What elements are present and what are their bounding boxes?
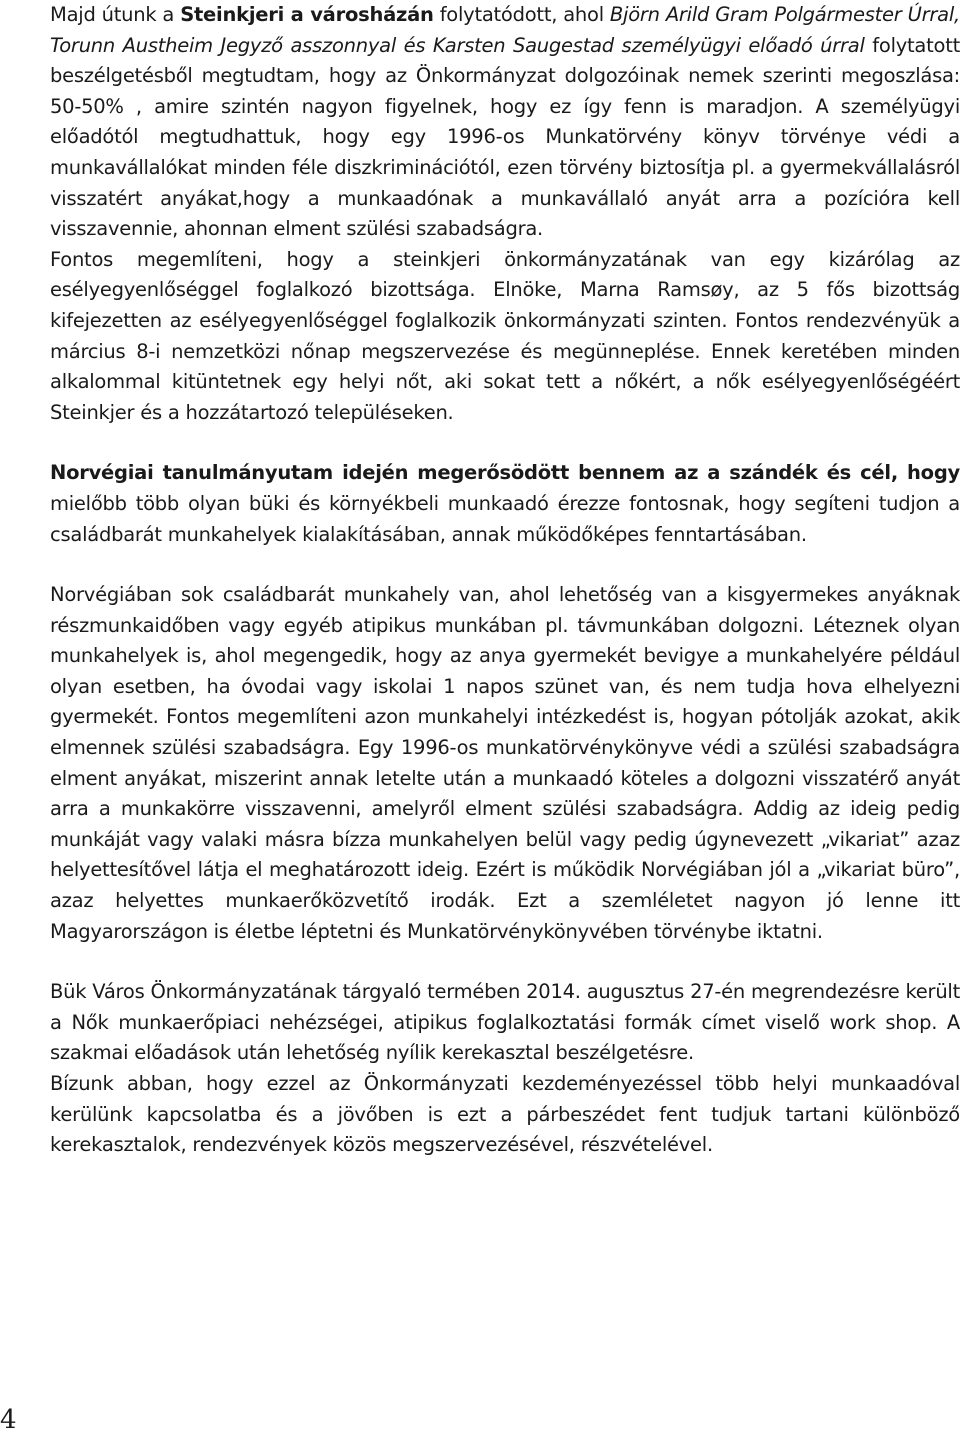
paragraph (50, 0, 960, 245)
text-run: folytatott beszélgetésből megtudtam, hogy az Önkormányzat dolgozóinak nemek szerinti megoszlása: 50-50% , amire szintén nagyon figyelnek, hogy ez így fenn is maradjon. A személyügyi előadótól megtudhattuk, hogy egy 1996-os Munkatörvény könyv törvénye védi a munkavállalókat minden féle diszkriminációtól, ezen törvény biztosítja pl. a gyermekvállalásról visszatért anyákat,hogy a munkaadónak a munkavállaló anyát arra a pozícióra kell visszavennie, ahonnan elment szülési szabadságra. (50, 33, 960, 241)
paragraph (50, 245, 960, 429)
text-run: Majd útunk a (50, 3, 181, 26)
text-run: Bük Város Önkormányzatának tárgyaló termében 2014. augusztus 27-én megrendezésre került a Nők munkaerőpiaci nehézségei, atipikus foglalkoztatási formák címet viselő work shop. A szakmai előadások után lehetőség nyílik kerekasztal beszélgetésre. (50, 980, 960, 1065)
text-run: mielőbb több olyan büki és környékbeli munkaadó érezze fontosnak, hogy segíteni tudjon a családbarát munkahelyek kialakításában, annak működőképes fenntartásában. (50, 491, 960, 546)
bold-text: Steinkjeri a városházán (180, 3, 434, 26)
paragraph (50, 458, 960, 550)
page-number: 4 (0, 1405, 17, 1435)
paragraph (50, 580, 960, 947)
paragraph (50, 977, 960, 1069)
bold-text: Norvégiai tanulmányutam idején megerősödött bennem az a szándék és cél, hogy (50, 461, 960, 485)
paragraph (50, 1069, 960, 1161)
italic-text: Björn Arild Gram Polgármester Úrral, Torunn Austheim Jegyző asszonnyal és Karsten Saugestad személyügyi előadó úrral (50, 3, 960, 57)
text-run: folytatódott, ahol (433, 3, 610, 26)
text-run: Fontos megemlíteni, hogy a steinkjeri önkormányzatának van egy kizárólag az esélyegyenlőséggel foglalkozó bizottsága. Elnöke, Marna Ramsøy, az 5 fős bizottság kifejezetten az esélyegyenlőséggel foglalkozik önkormányzati szinten. Fontos rendezvényük a március 8-i nemzetközi nőnap megszervezése és megünneplése. Ennek keretében minden alkalommal kitüntetnek egy helyi nőt, aki sokat tett a nőkért, a nők esélyegyenlőségéért Steinkjer és a hozzátartozó településeken. (50, 247, 960, 424)
text-run: Norvégiában sok családbarát munkahely van, ahol lehetőség van a kisgyermekes anyáknak részmunkaidőben vagy egyéb atipikus munkában pl. távmunkában dolgozni. Léteznek olyan munkahelyek is, ahol megengedik, hogy az anya gyermekét bevigye a munkahelyére például olyan esetben, ha óvodai vagy iskolai 1 napos szünet van, és nem tudja hova elhelyezni gyermekét. Fontos megemlíteni azon munkahelyi intézkedést is, hogyan pótolják azokat, akik elmennek szülési szabadságra. Egy 1996-os munkatörvénykönyve védi a szülési szabadságra elment anyákat, miszerint annak letelte után a munkaadó köteles a dolgozni visszatérő anyát arra a munkakörre visszavenni, amelyről elment szülési szabadságra. Addig az ideig pedig munkáját vagy valaki másra bízza munkahelyen belül vagy pedig úgynevezett „vikariat” azaz helyettesítővel látja el meghatározott ideig. Ezért is működik Norvégiában jól a „vikariat büro”, azaz helyettes munkaerőközvetítő irodák. Ezt a szemléletet nagyon jó lenne itt Magyarországon is életbe léptetni és Munkatörvénykönyvében törvénybe iktatni. (50, 583, 960, 943)
article-body (50, 0, 960, 1161)
text-run: Bízunk abban, hogy ezzel az Önkormányzati kezdeményezéssel több helyi munkaadóval kerülünk kapcsolatba és a jövőben is ezt a párbeszédet fent tudjuk tartani különböző kerekasztalok, rendezvények közös megszervezésével, részvételével. (50, 1072, 960, 1157)
